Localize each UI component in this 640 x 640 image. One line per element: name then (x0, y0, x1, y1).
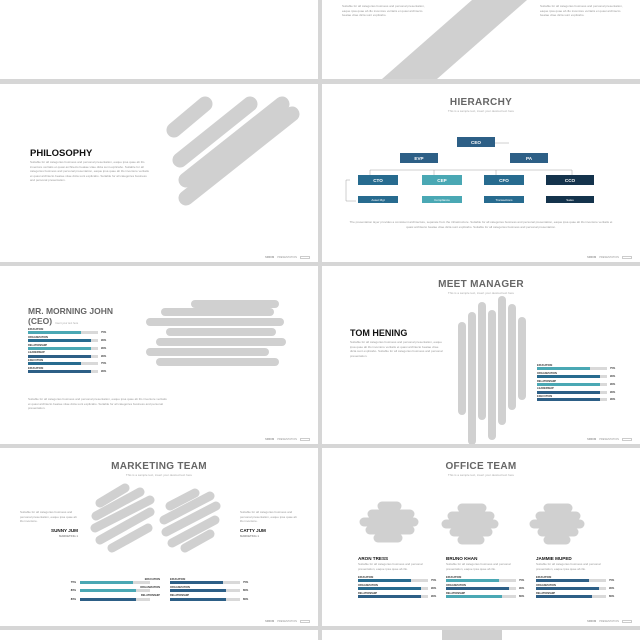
meet-manager-paragraph: Suitable for all categories business and personal presentation, eaque ipsa quae ab illo inventore veritatis et quasi architecto beatae vitae dicta sunt explicabo. Suitable for all categories business and personal presentation. (350, 340, 443, 358)
slide-footer: SIDIUM PRESENTATION (265, 620, 310, 624)
skill-row (358, 576, 448, 582)
skill-bar-track (446, 595, 525, 599)
skill-value: 90% (609, 587, 615, 591)
skill-bar-fill (170, 581, 223, 584)
skill-label: EDUCATION (446, 576, 462, 579)
skill-bar-fill (358, 595, 421, 598)
skill-row (537, 372, 629, 378)
morning-john-title-line1: MR. MORNING JOHN (28, 306, 113, 316)
skill-bar-fill (358, 579, 411, 582)
skill-row (358, 592, 448, 598)
skill-row (536, 592, 626, 598)
skill-bar-track (537, 374, 616, 378)
skill-bar-fill (28, 370, 91, 373)
skill-bar-track (170, 581, 249, 585)
office-member-2-paragraph: Suitable for all categories business and personal presentation, eaque ipsa quae ab illo. (446, 562, 511, 571)
skill-label: RELATIONSHIP (170, 594, 190, 598)
skill-bar-fill (28, 339, 91, 342)
skill-bar-fill (537, 398, 600, 401)
slide-philosophy[interactable] (0, 84, 318, 262)
skill-bar-fill (537, 391, 600, 394)
skill-label: RELATIONSHIP (140, 594, 160, 598)
skill-label: EDUCATION (28, 366, 44, 370)
skill-label: ORGANIZATION (140, 586, 160, 590)
skill-value: 75% (609, 579, 615, 583)
skill-row (170, 578, 260, 584)
skill-bar-fill (446, 587, 509, 590)
marketing-right-role: MARKETING 1 (240, 534, 259, 538)
skill-bar-fill (537, 375, 600, 378)
skill-bar-track (28, 346, 107, 350)
skill-row (28, 359, 128, 365)
skill-label: EXECUTION (28, 359, 44, 363)
skill-row (446, 592, 536, 598)
skill-value: 90% (610, 390, 616, 394)
skill-bar-fill (170, 589, 226, 592)
slide-footer: SIDIUM PRESENTATION (265, 438, 310, 442)
org-node-pa[interactable]: PA (510, 153, 548, 163)
skill-label: RELATIONSHIP (358, 591, 378, 595)
skill-row (537, 395, 629, 401)
org-sub-transactions: Transactions (484, 196, 524, 203)
skill-label: EDUCATION (170, 578, 186, 581)
org-node-cto[interactable]: CTO (358, 175, 398, 185)
skill-value: 80% (609, 595, 615, 599)
hierarchy-subtitle: This is a sample text, insert your desired text here (447, 109, 515, 113)
skill-row (170, 586, 260, 592)
marketing-team-subtitle: This is a sample text, insert your desired text here (125, 473, 193, 477)
slide-footer: SIDIUM PRESENTATION (265, 256, 310, 260)
skill-row (70, 586, 160, 593)
marketing-right-paragraph: Suitable for all categories business and personal presentation, eaque ipsa quae ab illo inventore. (240, 510, 297, 524)
skill-row (358, 584, 448, 590)
skill-label: LEADERSHIP (537, 387, 554, 391)
skill-row (536, 584, 626, 590)
skill-value: 90% (101, 346, 107, 350)
skill-bar-track (28, 338, 107, 342)
skill-bar-fill (537, 383, 600, 386)
morning-john-title-line2: (CEO) (28, 316, 53, 326)
slide-top-right[interactable] (322, 0, 640, 79)
org-node-cfo[interactable]: CFO (484, 175, 524, 185)
skill-bar-track (536, 587, 615, 591)
skill-bar-fill (537, 367, 590, 370)
skill-value: 75% (101, 362, 107, 366)
skill-bar-track (170, 597, 249, 601)
org-node-cco[interactable]: CCO (546, 175, 594, 185)
marketing-left-skills (70, 578, 160, 603)
org-sub-asset-mgt: Asset Mgt (358, 196, 398, 203)
skill-bar-track (28, 362, 107, 366)
office-member-1-name: ARON TRESS (358, 556, 389, 561)
skill-bar-track (358, 579, 437, 583)
skill-label: ORGANIZATION (537, 371, 557, 375)
skill-bar-track (170, 589, 249, 593)
skill-bar-fill (28, 355, 91, 358)
skill-bar-fill (28, 362, 81, 365)
skill-value: 90% (431, 587, 437, 591)
skill-bar-track (536, 595, 615, 599)
skill-bar-fill (80, 598, 136, 601)
skill-row (446, 584, 536, 590)
skill-row (446, 576, 536, 582)
skill-value: 90% (101, 370, 107, 374)
skill-label: EDUCATION (358, 576, 374, 579)
marketing-right-skills (170, 578, 260, 603)
skill-label: RELATIONSHIP (536, 591, 556, 595)
skill-bar-track (537, 390, 616, 394)
hierarchy-paragraph: The presentation layer provides a consistent architecture, separate from the infrastructure. Suitable for all categories business and personal presentation, eaque ipsa quae ab illo inventore veritatis et quasi architecto beatae vitae dicta sunt explicabo. Suitable for all categories business and personal presentation. (349, 220, 613, 229)
slide-footer: SIDIUM PRESENTATION (587, 256, 632, 260)
skill-bar-track (70, 589, 150, 593)
skill-value: 80% (243, 597, 249, 601)
skill-label: EDUCATION (536, 576, 552, 579)
skill-value: 90% (610, 382, 616, 386)
org-node-ceo[interactable]: CEO (457, 137, 495, 147)
skill-bar-track (70, 597, 150, 601)
morning-john-title-line2-row (28, 316, 78, 326)
slide-morning-john[interactable] (0, 266, 318, 444)
skill-bar-track (537, 367, 616, 371)
skill-value: 80% (519, 595, 525, 599)
skill-bar-fill (28, 347, 91, 350)
skill-bar-fill (28, 331, 81, 334)
skill-bar-fill (358, 587, 421, 590)
skill-bar-fill (446, 579, 499, 582)
slide-office-team[interactable] (322, 448, 640, 626)
skill-label: RELATIONSHIP (28, 343, 48, 347)
skill-row (28, 344, 128, 350)
skill-bar-track (28, 331, 107, 335)
office-team-title: OFFICE TEAM (445, 461, 517, 472)
marketing-left-role: MARKETING 1 (59, 534, 78, 538)
office-member-3-skills (536, 576, 626, 600)
skill-bar-track (28, 354, 107, 358)
skill-bar-track (536, 579, 615, 583)
skill-bar-fill (536, 595, 592, 598)
meet-manager-title: MEET MANAGER (438, 279, 524, 290)
skill-label: EDUCATION (144, 578, 160, 581)
skill-label: RELATIONSHIP (446, 591, 466, 595)
skill-label: RELATIONSHIP (537, 379, 557, 383)
office-member-2-skills (446, 576, 536, 600)
decor-bottom-shape (322, 630, 640, 640)
skill-value: 75% (519, 579, 525, 583)
office-member-1-paragraph: Suitable for all categories business and personal presentation, eaque ipsa quae ab illo. (358, 562, 423, 571)
marketing-team-title: MARKETING TEAM (111, 461, 207, 472)
skill-bar-track (358, 587, 437, 591)
skill-value: 75% (243, 581, 249, 585)
skill-row (537, 380, 629, 386)
skill-value: 90% (101, 338, 107, 342)
skill-value: 75% (610, 367, 616, 371)
philosophy-paragraph: Suitable for all categories business and personal presentation, eaque ipsa quae ab illo inventore veritatis et quasi architecto beatae vitae dicta sunt explicabo. Suitable for all categories business and personal presentation, eaque ipsa quae ab illo inventore veritatis et quasi architecto beatae vitae dicta sunt explicabo. Suitable for all categories business and personal presentation. (30, 160, 149, 183)
office-member-3-paragraph: Suitable for all categories business and personal presentation, eaque ipsa quae ab illo. (536, 562, 601, 571)
manager-name: TOM HENING (350, 328, 408, 338)
org-connectors (322, 84, 640, 262)
skill-value: 90% (431, 595, 437, 599)
skill-row (28, 336, 128, 342)
org-node-evp[interactable]: EVP (400, 153, 438, 163)
skill-value: 90% (519, 587, 525, 591)
skill-bar-fill (536, 579, 589, 582)
skill-value: 75% (431, 579, 437, 583)
skill-label: EXECUTION (537, 395, 553, 399)
skill-value: 90% (610, 398, 616, 402)
office-member-3-name: JAMMIE MUPED (536, 556, 572, 561)
meet-manager-subtitle: This is a sample text, insert your desired text here (447, 291, 515, 295)
slide-marketing-team[interactable] (0, 448, 318, 626)
skill-value: 80% (243, 589, 249, 593)
skill-label: LEADERSHIP (28, 351, 45, 355)
slide-meet-manager[interactable] (322, 266, 640, 444)
office-member-2-name: BRUNO KHAN (446, 556, 478, 561)
skill-value: 75% (70, 581, 76, 585)
slide-hierarchy[interactable] (322, 84, 640, 262)
skill-bar-track (358, 595, 437, 599)
skill-label: EDUCATION (537, 364, 553, 367)
org-node-cep[interactable]: CEP (422, 175, 462, 185)
skill-row (170, 594, 260, 600)
office-member-1-skills (358, 576, 448, 600)
morning-john-skills (28, 328, 128, 375)
slide-bottom-left[interactable] (0, 630, 318, 640)
skill-label: ORGANIZATION (446, 583, 466, 587)
skill-bar-track (537, 398, 616, 402)
skill-bar-fill (536, 587, 599, 590)
slide-footer: SIDIUM PRESENTATION (587, 438, 632, 442)
skill-label: ORGANIZATION (28, 335, 48, 339)
skill-value: 90% (610, 374, 616, 378)
skill-row (28, 367, 128, 373)
philosophy-title: PHILOSOPHY (30, 148, 93, 159)
office-team-subtitle: This is a sample text, insert your desired text here (447, 473, 515, 477)
skill-bar-fill (170, 598, 226, 601)
skill-row (70, 594, 160, 601)
skill-label: ORGANIZATION (170, 586, 190, 590)
skill-bar-track (70, 581, 150, 585)
skill-bar-track (28, 370, 107, 374)
skill-bar-fill (446, 595, 502, 598)
skill-row (537, 387, 629, 393)
morning-john-subtitle: Insert your text here (55, 322, 79, 325)
slide-top-left[interactable] (0, 0, 318, 79)
skill-label: ORGANIZATION (358, 583, 378, 587)
meet-manager-skills (537, 364, 629, 403)
skill-value: 80% (70, 597, 76, 601)
marketing-left-paragraph: Suitable for all categories business and personal presentation, eaque ipsa quae ab illo inventore. (20, 510, 77, 524)
top-right-paragraph-left: Suitable for all categories business and personal presentation, eaque ipsa quae ab illo inventore veritatis et quasi architecto beatae vitae dicta sunt explicabo. (342, 4, 425, 18)
skill-bar-track (537, 382, 616, 386)
skill-label: EDUCATION (28, 328, 44, 331)
skill-row (28, 328, 128, 334)
skill-row (28, 351, 128, 357)
morning-john-paragraph: Suitable for all categories business and personal presentation, eaque ipsa quae ab illo inventore veritatis et quasi architecto beatae vitae dicta sunt explicabo. Suitable for all categories business and personal presentation. (28, 397, 167, 411)
skill-value: 90% (101, 354, 107, 358)
skill-value: 80% (70, 589, 76, 593)
skill-row (536, 576, 626, 582)
skill-bar-track (446, 587, 525, 591)
skill-bar-fill (80, 589, 136, 592)
top-right-paragraph-right: Suitable for all categories business and personal presentation, eaque ipsa quae ab illo inventore veritatis et quasi architecto beatae vitae dicta sunt explicabo. (540, 4, 623, 18)
hierarchy-title: HIERARCHY (449, 97, 513, 108)
org-sub-sales: Sales (546, 196, 594, 203)
slide-bottom-right[interactable] (322, 630, 640, 640)
skill-bar-track (446, 579, 525, 583)
skill-row (537, 364, 629, 370)
skill-row (70, 578, 160, 585)
marketing-right-name: CATTY JUM (240, 528, 266, 533)
skill-value: 75% (101, 331, 107, 335)
skill-label: ORGANIZATION (536, 583, 556, 587)
slide-footer: SIDIUM PRESENTATION (587, 620, 632, 624)
org-sub-compliance: Compliance (422, 196, 462, 203)
skill-bar-fill (80, 581, 133, 584)
marketing-left-name: SUNNY JUM (51, 528, 78, 533)
